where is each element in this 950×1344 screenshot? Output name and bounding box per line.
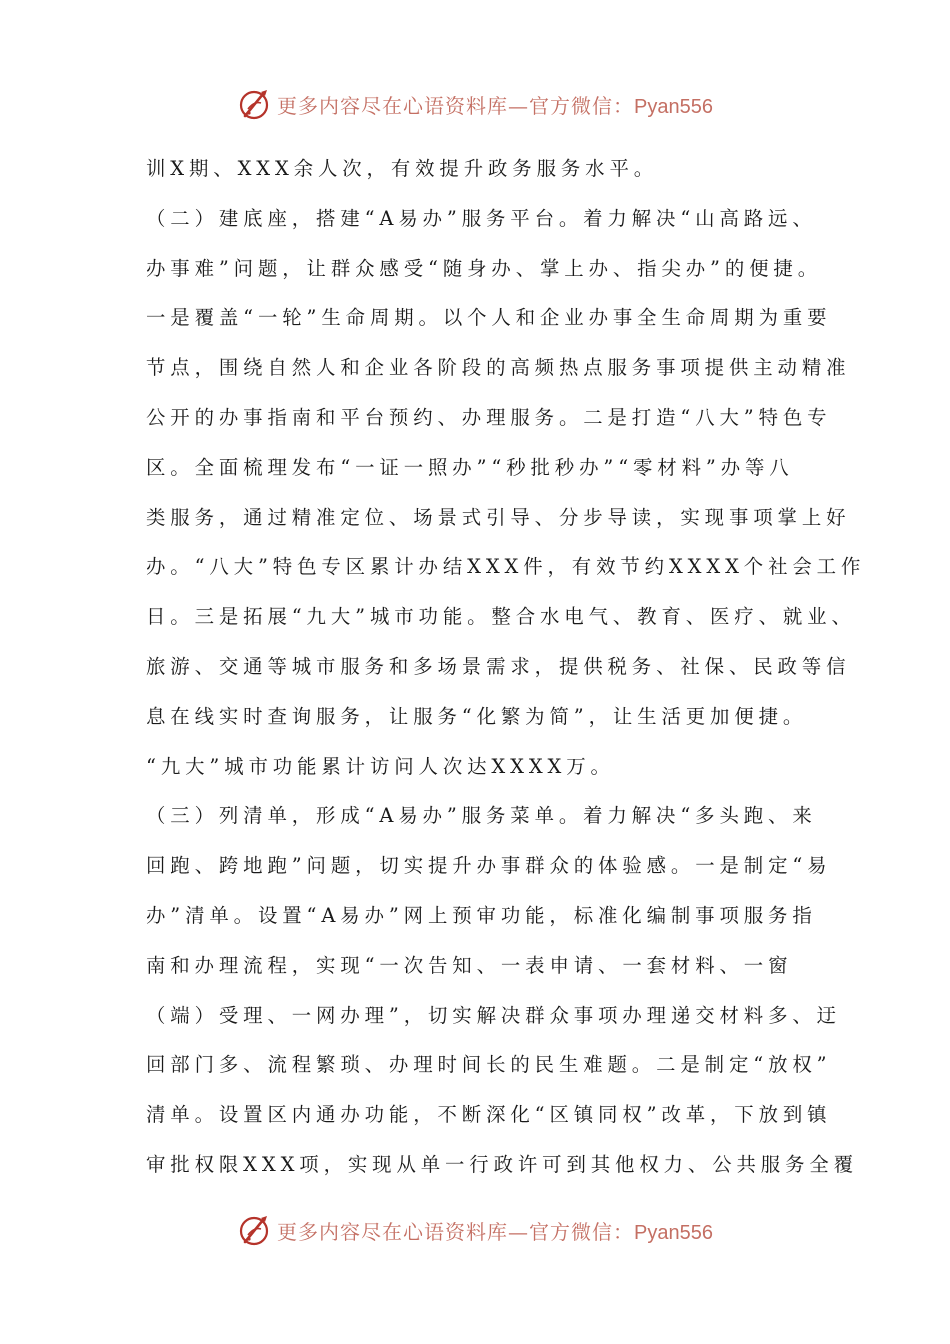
text-line: 类服务，通过精准定位、场景式引导、分步导读，实现事项掌上好 — [146, 505, 851, 529]
text-line: 办事难”问题，让群众感受“随身办、掌上办、指尖办”的便捷。 — [146, 256, 822, 280]
text-line: （端）受理、一网办理”，切实解决群众事项办理递交材料多、迂 — [146, 1003, 841, 1027]
text-line: 一是覆盖“一轮”生命周期。以个人和企业办事全生命周期为重要 — [146, 306, 832, 330]
text-line: 办”清单。设置“A易办”网上预审功能，标准化编制事项服务指 — [146, 903, 817, 927]
text-line: 息在线实时查询服务，让服务“化繁为简”，让生活更加便捷。 — [146, 704, 808, 728]
header-watermark — [0, 84, 950, 124]
document-body — [146, 144, 866, 1190]
footer-watermark — [0, 1210, 950, 1250]
text-line: 区。全面梳理发布“一证一照办”“秒批秒办”“零材料”办等八 — [146, 455, 794, 479]
watermark-text: 更多内容尽在心语资料库—官方微信：Pyan556 — [277, 93, 713, 118]
text-line: 节点，围绕自然人和企业各阶段的高频热点服务事项提供主动精准 — [146, 356, 851, 380]
text-line: （三）列清单，形成“A易办”服务菜单。着力解决“多头跑、来 — [146, 804, 817, 828]
text-line: 审批权限XXX项，实现从单一行政许可到其他权力、公共服务全覆 — [146, 1152, 858, 1176]
pen-logo-icon — [237, 1212, 273, 1248]
text-line: 日。三是拓展“九大”城市功能。整合水电气、教育、医疗、就业、 — [146, 605, 856, 629]
text-line: 清单。设置区内通办功能，不断深化“区镇同权”改革，下放到镇 — [146, 1103, 832, 1127]
text-line: 回跑、跨地跑”问题，切实提升办事群众的体验感。一是制定“易 — [146, 854, 832, 878]
text-line: 旅游、交通等城市服务和多场景需求，提供税务、社保、民政等信 — [146, 654, 851, 678]
text-line: “九大”城市功能累计访问人次达XXXX万。 — [146, 754, 615, 778]
watermark-text: 更多内容尽在心语资料库—官方微信：Pyan556 — [277, 1219, 713, 1244]
watermark-account: Pyan556 — [634, 1221, 713, 1244]
text-line: 回部门多、流程繁琐、办理时间长的民生难题。二是制定“放权” — [146, 1053, 832, 1077]
text-line: 公开的办事指南和平台预约、办理服务。二是打造“八大”特色专 — [146, 405, 832, 429]
pen-logo-icon — [237, 86, 273, 122]
text-line: 南和办理流程，实现“一次告知、一表申请、一套材料、一窗 — [146, 953, 793, 977]
watermark-account: Pyan556 — [634, 95, 713, 118]
text-line: 训X期、XXX余人次，有效提升政务服务水平。 — [146, 157, 659, 180]
text-line: （二）建底座，搭建“A易办”服务平台。着力解决“山高路远、 — [146, 206, 817, 230]
text-line: 办。“八大”特色专区累计办结XXX件，有效节约XXXX个社会工作 — [146, 555, 866, 579]
